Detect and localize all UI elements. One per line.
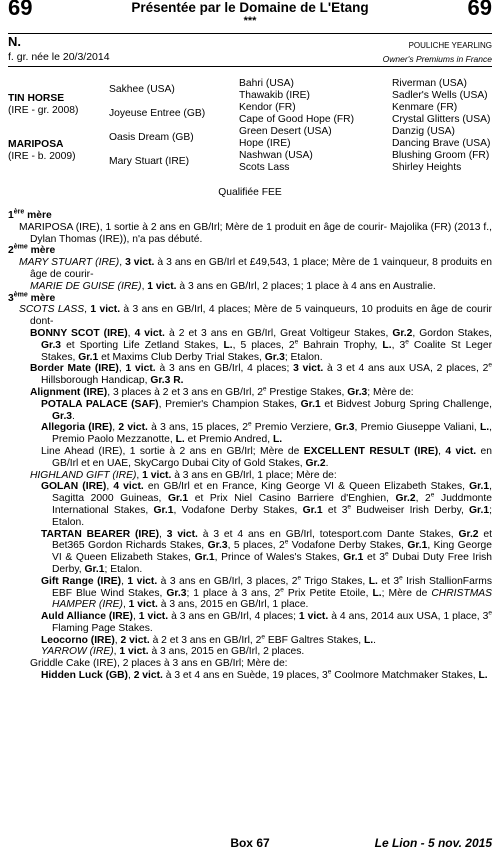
produce-entry: Leocorno (IRE), 2 vict. à 2 et 3 ans en GB/Irl, 2e EBF Galtres Stakes, L..: [41, 633, 377, 646]
sire-info: (IRE - gr. 2008): [8, 105, 79, 116]
box-number: Box 67: [230, 836, 270, 850]
produce-entry: Alignment (IRE), 3 places à 2 et 3 ans en GB/Irl, 2e Prestige Stakes, Gr.3; Mère de:: [30, 385, 414, 398]
second-dam-produce: MARIE DE GUISE (IRE), 1 vict. à 3 ans en GB/Irl, 2 places; 1 place à 4 ans en Australie.: [30, 280, 436, 292]
gen3-item: Cape of Good Hope (FR): [239, 114, 355, 125]
sire-name: TIN HORSE: [8, 93, 65, 104]
first-dam-text: MARIPOSA (IRE), 1 sortie à 2 ans en GB/Irl; Mère de 1 produit en âge de courir- Majolika (FR) (2013 f., Dylan Thomas (IRE)), n'a pas débuté.: [19, 221, 492, 245]
produce-entry: GOLAN (IRE), 4 vict. en GB/Irl et en France, King George VI & Queen Elizabeth Stakes, Gr.1, Sagitta 2000 Guineas, Gr.1 et Prix Niel Casino Barriere d'Enghien, Gr.2, 2e Juddmonte International Stakes, Gr.1, Vodafone Derby Stakes, Gr.1 et 3e Budweiser Irish Derby, Gr.1; Etalon.: [41, 481, 492, 528]
gen3-item: Nashwan (USA): [239, 150, 313, 161]
gen3-item: Kendor (FR): [239, 102, 296, 113]
produce-entry: HIGHLAND GIFT (IRE), 1 vict. à 3 ans en GB/Irl, 1 place; Mère de:: [30, 469, 337, 481]
produce-entry: Gift Range (IRE), 1 vict. à 3 ans en GB/Irl, 3 places, 2e Trigo Stakes, L. et 3e Irish StallionFarms EBF Blue Wind Stakes, Gr.3; 1 place à 3 ans, 2e Prix Petite Etoile, L.; Mère de CHRISTMAS HAMPER (IRE), 1 vict. à 3 ans, 2015 en GB/Irl, 1 place.: [41, 574, 493, 611]
gen4-item: Sadler's Wells (USA): [392, 90, 488, 101]
gen4-item: Crystal Glitters (USA): [392, 114, 491, 125]
produce-entry: Hidden Luck (GB), 2 vict. à 3 et 4 ans en Suède, 19 places, 3e Coolmore Matchmaker Stakes, L.: [41, 668, 488, 682]
horse-name: N.: [8, 34, 21, 49]
produce-entry: POTALA PALACE (SAF), Premier's Champion Stakes, Gr.1 et Bidvest Joburg Spring Challenge, Gr.3.: [41, 398, 492, 422]
pedigree-gen3: [239, 78, 354, 174]
produce-entry: BONNY SCOT (IRE), 4 vict. à 2 et 3 ans en GB/Irl, Great Voltigeur Stakes, Gr.2, Gordon Stakes, Gr.3 et Sporting Life Zetland Stakes, L., 5 places, 2e Bahrain Trophy, L., 3e Coalite St Leger Stakes, Gr.1 et Maxims Club Derby Trial Stakes, Gr.3; Etalon.: [30, 327, 493, 363]
gen3-item: Green Desert (USA): [239, 126, 332, 137]
dam-block: [8, 139, 76, 163]
gen2-item: Joyeuse Entree (GB): [109, 108, 206, 119]
owner-premiums: Owner's Premiums in France: [382, 54, 492, 64]
qualification: Qualifiée FEE: [218, 187, 282, 198]
sire-block: [8, 93, 78, 117]
sale-date: Le Lion - 5 nov. 2015: [374, 836, 492, 850]
dam-name: MARIPOSA: [8, 139, 64, 150]
second-dam-text: MARY STUART (IRE), 3 vict. à 3 ans en GB/Irl et £49,543, 1 place; Mère de 1 vainqueur, 8 produits en âge de courir-: [19, 257, 492, 280]
third-dam-text: SCOTS LASS, 1 vict. à 3 ans en GB/Irl, 4 places; Mère de 5 vainqueurs, 10 produits en âge de courir dont-: [19, 304, 492, 328]
lot-number-right: 69: [467, 0, 492, 20]
stars: ***: [243, 15, 257, 27]
pedigree-gen2: [109, 84, 205, 168]
produce-entry: Auld Alliance (IRE), 1 vict. à 3 ans en GB/Irl, 4 places; 1 vict. à 4 ans, 2014 aux USA, 1 place, 3e Flaming Page Stakes.: [41, 609, 492, 634]
header-rule: [8, 33, 492, 34]
pedigree-rule: [8, 66, 492, 67]
lot-number-left: 69: [8, 0, 33, 20]
produce-entry: YARROW (IRE), 1 vict. à 3 ans, 2015 en GB/Irl, 2 places.: [41, 646, 305, 658]
produce-entry: Allegoria (IRE), 2 vict. à 3 ans, 15 places, 2e Premio Verziere, Gr.3, Premio Giuseppe Valiani, L., Premio Paolo Mezzanotte, L. et Premio Andred, L.: [41, 420, 492, 446]
gen2-item: Oasis Dream (GB): [109, 132, 194, 143]
gen3-item: Bahri (USA): [239, 78, 294, 89]
section-third-dam: 3ème mère: [8, 291, 56, 304]
produce-entry: Griddle Cake (IRE), 2 places à 3 ans en GB/Irl; Mère de:: [30, 658, 288, 670]
section-first-dam: 1ère mère: [8, 208, 52, 221]
gen4-item: Danzig (USA): [392, 126, 455, 137]
produce-entry: TARTAN BEARER (IRE), 3 vict. à 3 et 4 ans en GB/Irl, totesport.com Dante Stakes, Gr.2 et Bet365 Gordon Richards Stakes, Gr.3, 5 places, 2e Vodafone Derby Stakes, Gr.1, King George VI & Queen Elizabeth Stakes, Gr.1, Prince of Wales's Stakes, Gr.1 et 3e Dubai Duty Free Irish Derby, Gr.1; Etalon.: [41, 528, 492, 575]
gen2-item: Sakhee (USA): [109, 84, 175, 95]
female-line: [8, 210, 492, 682]
horse-birth: f. gr. née le 20/3/2014: [8, 51, 110, 63]
gen2-item: Mary Stuart (IRE): [109, 156, 190, 167]
gen3-item: Hope (IRE): [239, 138, 291, 149]
gen4-item: Shirley Heights: [392, 162, 462, 173]
gen4-item: Riverman (USA): [392, 78, 467, 89]
consignor-title: Présentée par le Domaine de L'Etang: [131, 0, 369, 15]
pedigree-gen4: [392, 78, 490, 174]
gen4-item: Dancing Brave (USA): [392, 138, 491, 149]
gen3-item: Scots Lass: [239, 162, 290, 173]
gen4-item: Kenmare (FR): [392, 102, 458, 113]
gen3-item: Thawakib (IRE): [239, 90, 310, 101]
gen4-item: Blushing Groom (FR): [392, 150, 490, 161]
section-second-dam: 2ème mère: [8, 243, 56, 257]
produce-entry: Border Mate (IRE), 1 vict. à 3 ans en GB/Irl, 4 places; 3 vict. à 3 et 4 ans aux USA, 2 places, 2e Hillsborough Handicap, Gr.3 R.: [30, 361, 492, 387]
produce-entry: Line Ahead (IRE), 1 sortie à 2 ans en GB/Irl; Mère de EXCELLENT RESULT (IRE), 4 vict. en GB/Irl et en UAE, SkyCargo Dubai City of Gold Stakes, Gr.2.: [41, 445, 492, 469]
dam-info: (IRE - b. 2009): [8, 151, 76, 162]
horse-category: POULICHE YEARLING: [408, 41, 492, 50]
